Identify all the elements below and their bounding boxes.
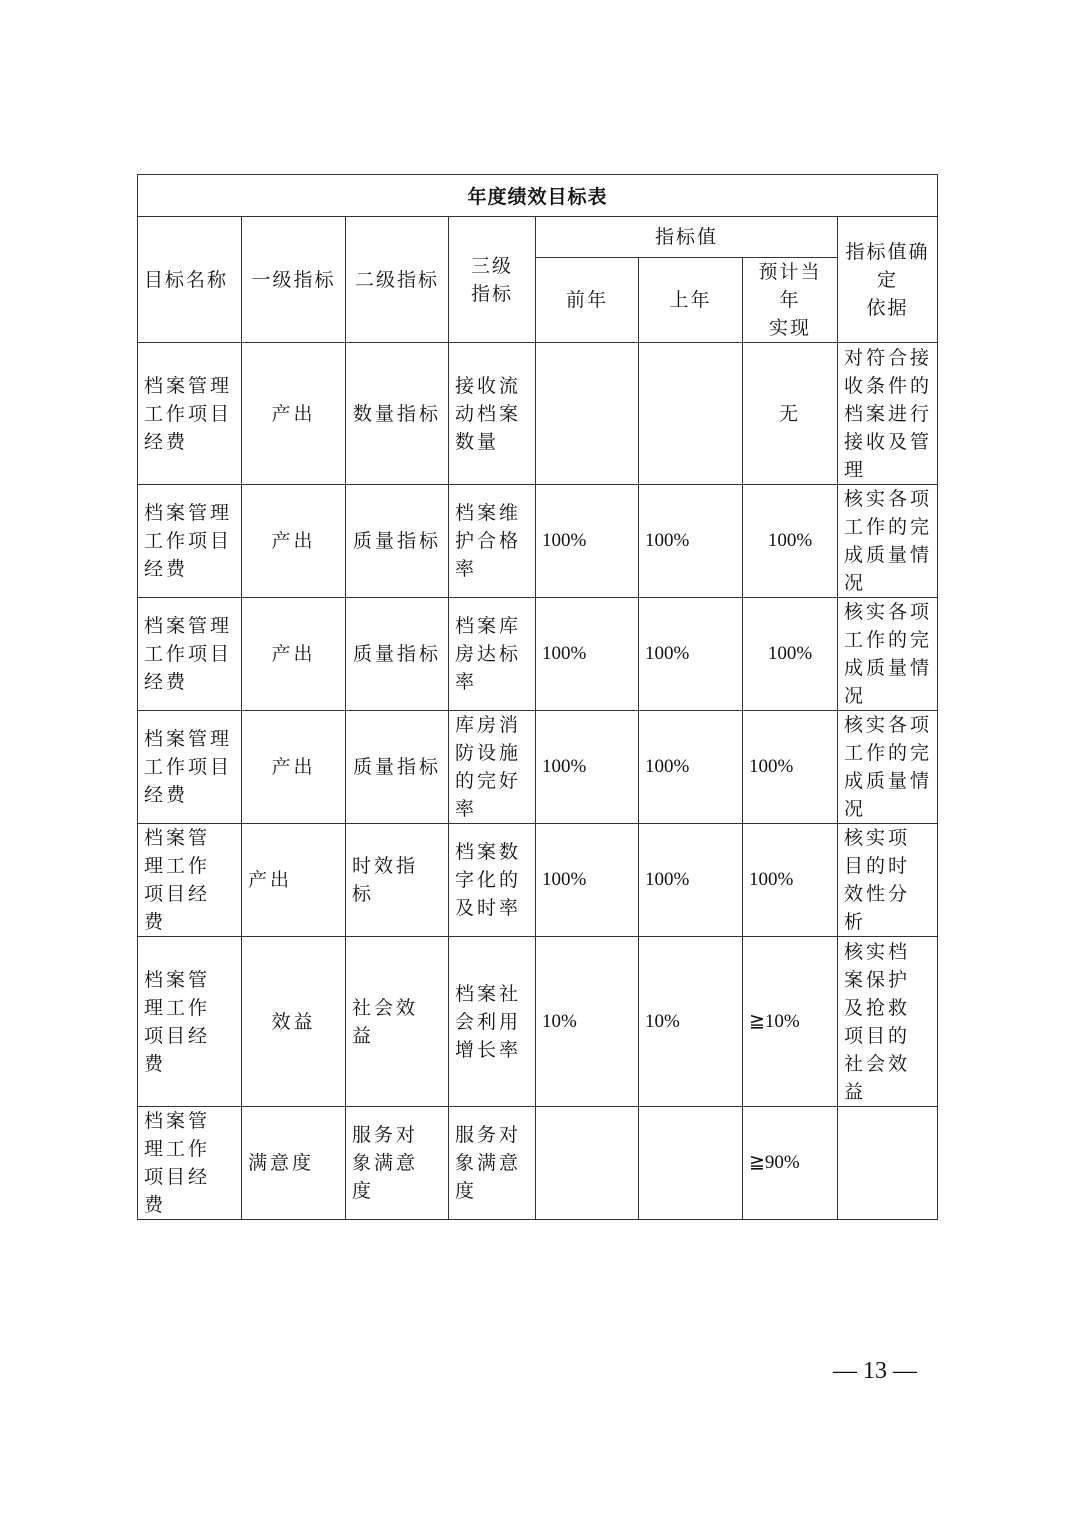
row-prev-year: 100% — [536, 485, 639, 598]
table-row — [138, 1107, 938, 1220]
row-last-year — [639, 1107, 743, 1220]
row-basis: 核实各项 工作的完 成质量情 况 — [838, 711, 938, 824]
row-target-name: 档案管理 工作项目 经费 — [138, 711, 242, 824]
row-level2: 数量指标 — [346, 343, 449, 485]
table-title: 年度绩效目标表 — [138, 175, 938, 217]
performance-goal-table — [137, 174, 938, 1220]
row-level2: 质量指标 — [346, 598, 449, 711]
row-prev-year: 10% — [536, 937, 639, 1107]
header-level3: 三级 指标 — [449, 217, 536, 343]
row-basis: 核实各项 工作的完 成质量情 况 — [838, 485, 938, 598]
table-row — [138, 598, 938, 711]
row-level2: 服务对 象满意 度 — [346, 1107, 449, 1220]
row-level3: 库房消 防设施 的完好 率 — [449, 711, 536, 824]
row-prev-year — [536, 1107, 639, 1220]
row-basis: 核实项 目的时 效性分 析 — [838, 824, 938, 937]
row-level3: 档案库 房达标 率 — [449, 598, 536, 711]
table-row — [138, 485, 938, 598]
row-basis: 对符合接 收条件的 档案进行 接收及管 理 — [838, 343, 938, 485]
row-expected: ≧90% — [743, 1107, 838, 1220]
header-indicator-value: 指标值 — [536, 217, 838, 258]
header-expected: 预计当 年 实现 — [743, 258, 838, 343]
header-level1: 一级指标 — [242, 217, 346, 343]
row-prev-year: 100% — [536, 824, 639, 937]
row-level3: 服务对 象满意 度 — [449, 1107, 536, 1220]
row-prev-year: 100% — [536, 598, 639, 711]
row-level1: 产出 — [242, 343, 346, 485]
row-basis — [838, 1107, 938, 1220]
header-target-name: 目标名称 — [138, 217, 242, 343]
row-last-year: 10% — [639, 937, 743, 1107]
row-level1: 满意度 — [242, 1107, 346, 1220]
header-level2: 二级指标 — [346, 217, 449, 343]
row-level2: 质量指标 — [346, 485, 449, 598]
row-target-name: 档案管理 工作项目 经费 — [138, 485, 242, 598]
row-level1: 产出 — [242, 598, 346, 711]
table-row — [138, 343, 938, 485]
row-expected: 100% — [743, 711, 838, 824]
row-level3: 档案社 会利用 增长率 — [449, 937, 536, 1107]
row-level3: 接收流 动档案 数量 — [449, 343, 536, 485]
header-prev-year: 前年 — [536, 258, 639, 343]
row-level2: 社会效 益 — [346, 937, 449, 1107]
table-row — [138, 937, 938, 1107]
row-expected: 100% — [743, 824, 838, 937]
row-expected: 100% — [743, 485, 838, 598]
page-number: — 13 — — [833, 1358, 917, 1384]
row-level1: 产出 — [242, 711, 346, 824]
row-target-name: 档案管 理工作 项目经 费 — [138, 937, 242, 1107]
row-level2: 时效指 标 — [346, 824, 449, 937]
header-basis: 指标值确 定 依据 — [838, 217, 938, 343]
row-level3: 档案数 字化的 及时率 — [449, 824, 536, 937]
row-target-name: 档案管理 工作项目 经费 — [138, 598, 242, 711]
row-target-name: 档案管 理工作 项目经 费 — [138, 824, 242, 937]
row-last-year: 100% — [639, 824, 743, 937]
row-target-name: 档案管 理工作 项目经 费 — [138, 1107, 242, 1220]
row-basis: 核实档 案保护 及抢救 项目的 社会效 益 — [838, 937, 938, 1107]
row-expected: 100% — [743, 598, 838, 711]
row-last-year: 100% — [639, 485, 743, 598]
row-target-name: 档案管理 工作项目 经费 — [138, 343, 242, 485]
row-basis: 核实各项 工作的完 成质量情 况 — [838, 598, 938, 711]
row-last-year — [639, 343, 743, 485]
row-level3: 档案维 护合格 率 — [449, 485, 536, 598]
header-last-year: 上年 — [639, 258, 743, 343]
row-last-year: 100% — [639, 598, 743, 711]
row-prev-year: 100% — [536, 711, 639, 824]
row-level1: 产出 — [242, 485, 346, 598]
row-level1: 效益 — [242, 937, 346, 1107]
table-row — [138, 711, 938, 824]
table-row — [138, 824, 938, 937]
row-level2: 质量指标 — [346, 711, 449, 824]
row-expected: ≧10% — [743, 937, 838, 1107]
row-last-year: 100% — [639, 711, 743, 824]
row-level1: 产出 — [242, 824, 346, 937]
row-expected: 无 — [743, 343, 838, 485]
row-prev-year — [536, 343, 639, 485]
